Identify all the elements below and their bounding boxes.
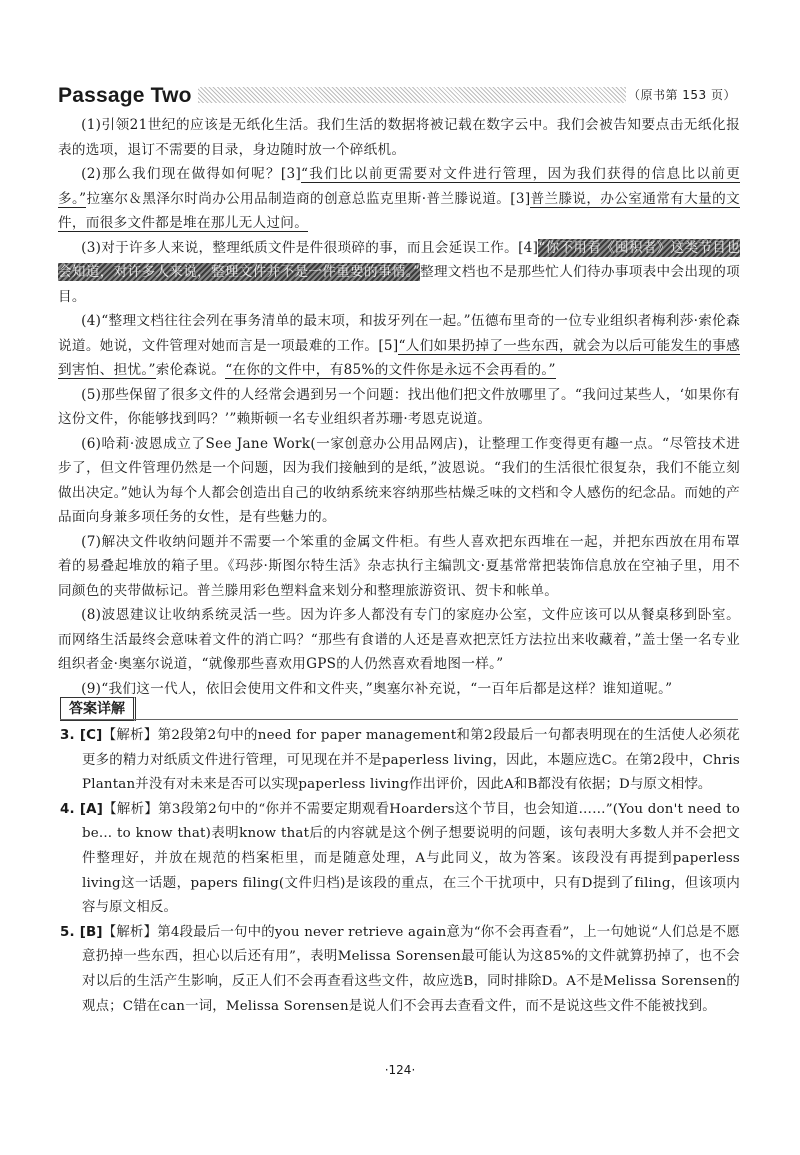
- underlined-answer-text: “我们比以前更需要对文件进行管理，因为我们获得的信息比以前更多。”: [58, 166, 740, 207]
- answer-number: 3. [C]: [60, 728, 103, 743]
- translation-section: [58, 113, 740, 701]
- paragraph-text: (2)那么我们现在做得如何呢？[3]: [81, 166, 302, 182]
- paragraph-text: 拉塞尔＆黑泽尔时尚办公用品制造商的创意总监克里斯·普兰滕说道。[3]: [86, 190, 531, 207]
- paragraph-text: 索伦森说。: [155, 362, 226, 378]
- page-number: ·124·: [384, 1063, 416, 1077]
- translation-paragraph: [58, 432, 740, 530]
- answers-divider: [60, 719, 738, 720]
- translation-paragraph: [58, 113, 740, 162]
- paragraph-text: (3)对于许多人来说，整理纸质文件是件很琐碎的事，而且会延误工作。[4]: [81, 239, 539, 256]
- translation-paragraph: [58, 530, 740, 604]
- translation-paragraph: [58, 162, 740, 236]
- translation-paragraph: [58, 603, 740, 677]
- paragraph-text: 整理文档也不是那些忙人们待办事项表中会出现的项目。: [58, 264, 741, 305]
- answer-explanation: 【解析】第4段最后一句中的you never retrieve again意为“你不会再查看”，上一句她说“人们总是不愿意扔掉一些东西，担心以后还有用”，表明Melissa Sorensen最可能认为这85%的文件就算扔掉了，也不会对以后的生活产生影响，反正人们不会再查看这些文件，故应选B，同时排除D。A不是Melissa Sorensen的观点；C错在can一词，Melissa Sorensen是说人们不会再去查看文件，而不是说这些文件不能被找到。: [82, 924, 741, 1014]
- answer-item: [60, 921, 740, 1019]
- highlighted-answer-text: “你不用看《囤积者》这类节目也会知道，对许多人来说，整理文件并不是一件重要的事情。”: [58, 239, 740, 280]
- answer-paragraph: [60, 921, 740, 1019]
- answer-explanation: 【解析】第3段第2句中的“你并不需要定期观看Hoarders这个节目，也会知道……”(You don't need to be... to know that)表明know that后的内容就是这个例子想要说明的问题，该句表明大多数人并不会把文件整理好，并放在规范的档案柜里，而是随意处理，A与此同义，故为答案。该段没有再提到paperless living这一话题，papers filing(文件归档)是该段的重点，在三个干扰项中，只有D提到了filing，但该项内容与原文相反。: [82, 801, 740, 916]
- underlined-answer-text: “人们如果扔掉了一些东西，就会为以后可能发生的事感到害怕、担忧。”: [58, 337, 740, 378]
- translation-paragraph: [58, 383, 740, 432]
- paragraph-text: (1)引领21世纪的应该是无纸化生活。我们生活的数据将被记载在数字云中。我们会被告知要点击无纸化报表的选项，退订不需要的目录，身边随时放一个碎纸机。: [58, 117, 740, 158]
- answer-number: 5. [B]: [60, 924, 103, 940]
- answer-item: [60, 798, 740, 921]
- passage-header: [58, 84, 738, 108]
- answer-explanation: 【解析】第2段第2句中的need for paper management和第2段最后一句都表明现在的生活使人必须花更多的精力对纸质文件进行管理，可见现在并不是paperless living，因此，本题应选C。在第2段中，Chris Plantan并没有对未来是否可以实现paperless living作出评价，因此A和B都没有依据；D与原文相悖。: [82, 728, 740, 793]
- header-hatch-bar: [186, 87, 638, 103]
- translation-paragraph: [58, 236, 740, 310]
- answer-item: [60, 724, 740, 798]
- paragraph-text: (8)波恩建议让收纳系统灵活一些。因为许多人都没有专门的家庭办公室，文件应该可以从餐桌移到卧室。而网络生活最终会意味着文件的消亡吗？“那些有食谱的人还是喜欢把烹饪方法拉出来收藏着，”盖士堡一名专业组织者金·奥塞尔说道，“就像那些喜欢用GPS的人仍然喜欢看地图一样。”: [58, 607, 740, 672]
- paragraph-text: (7)解决文件收纳问题并不需要一个笨重的金属文件柜。有些人喜欢把东西堆在一起，并把东西放在用布罩着的易叠起堆放的箱子里。《玛莎·斯图尔特生活》杂志执行主编凯文·夏基常常把装饰信息放在空袖子里，用不同颜色的夹带做标记。普兰滕用彩色塑料盒来划分和整理旅游资讯、贺卡和帐单。: [58, 533, 740, 599]
- translation-paragraph: [58, 309, 740, 383]
- answer-paragraph: [60, 798, 740, 921]
- underlined-answer-text: 普兰滕说，办公室通常有大量的文件，而很多文件都是堆在那儿无人过问。: [58, 190, 740, 231]
- answers-heading: 答案详解: [60, 697, 136, 721]
- answer-paragraph: [60, 724, 740, 798]
- original-page-reference: （原书第 153 页）: [627, 88, 736, 102]
- underlined-answer-text: “在你的文件中，有85%的文件你是永远不会再看的。”: [225, 362, 556, 378]
- paragraph-text: (9)“我们这一代人，依旧会使用文件和文件夹，”奥塞尔补充说，“一百年后都是这样？谁知道呢。”: [81, 680, 673, 697]
- paragraph-text: (6)哈莉·波恩成立了See Jane Work(一家创意办公用品网店)，让整理工作变得更有趣一点。“尽管技术进步了，但文件管理仍然是一个问题，因为我们接触到的是纸，”波恩说。“我们的生活很忙很复杂，我们不能立刻做出决定。”她认为每个人都会创造出自己的收纳系统来容纳那些枯燥乏味的文档和令人感伤的纪念品。而她的产品面向身兼多项任务的女性，是有些魅力的。: [58, 435, 740, 525]
- answer-number: 4. [A]: [60, 801, 104, 817]
- translation-paragraph: [58, 677, 740, 702]
- passage-title: Passage Two: [58, 84, 198, 108]
- paragraph-text: (5)那些保留了很多文件的人经常会遇到另一个问题：找出他们把文件放哪里了。“我问过某些人，‘如果你有这份文件，你能够找到吗？’”赖斯顿一名专业组织者苏珊·考恩克说道。: [58, 386, 740, 427]
- paragraph-text: (4)“整理文档往往会列在事务清单的最末项，和拔牙列在一起。”伍德布里奇的一位专业组织者梅利莎·索伦森说道。她说，文件管理对她而言是一项最难的工作。[5]: [58, 313, 740, 354]
- answers-section: [60, 724, 740, 1019]
